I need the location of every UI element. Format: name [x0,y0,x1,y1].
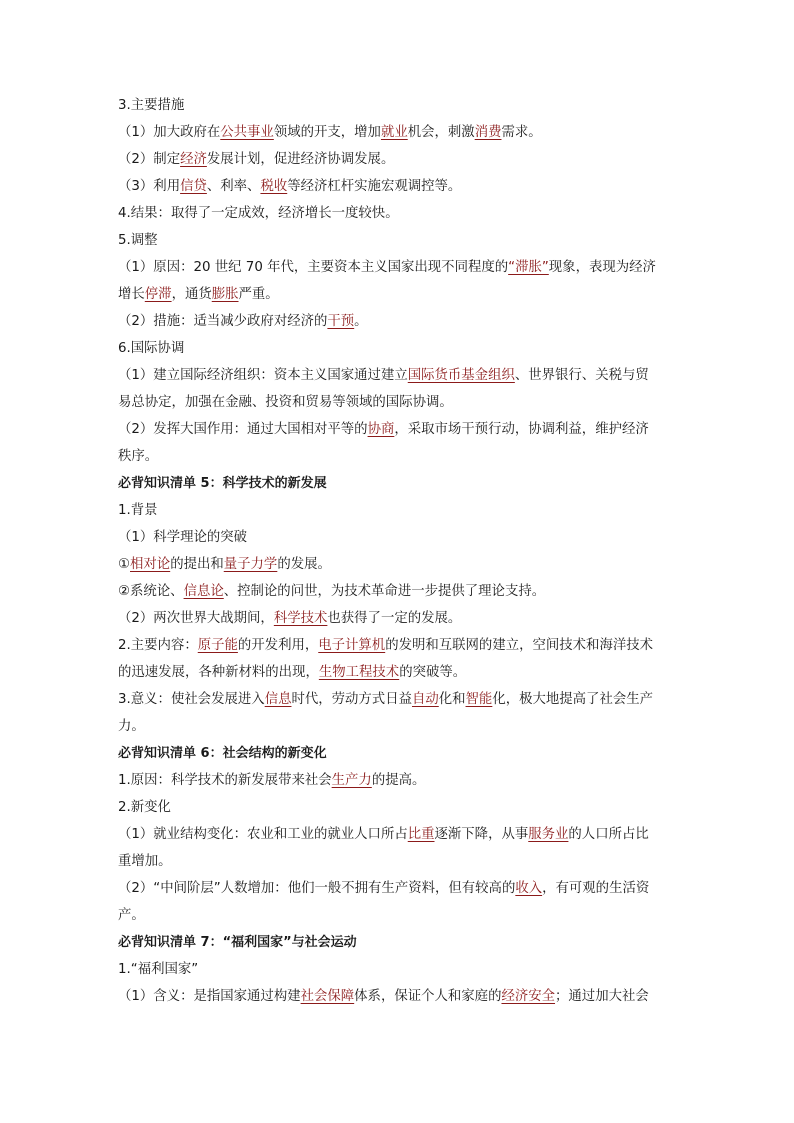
text-segment: 4.结果：取得了一定成效，经济增长一度较快。 [118,206,399,221]
text-segment: 需求。 [501,125,542,140]
text-line [118,389,678,416]
text-segment: （1）建立国际经济组织：资本主义国家通过建立 [118,368,408,383]
text-line [118,281,678,308]
text-line [118,956,678,983]
text-line [118,200,678,227]
text-segment: （2）措施：适当减少政府对经济的 [118,314,328,329]
text-line [118,92,678,119]
keyword-highlight: 信息 [264,692,292,707]
text-line [118,713,678,740]
text-line [118,173,678,200]
text-segment: 1.背景 [118,503,158,518]
text-segment: 领域的开支，增加 [273,125,381,140]
text-segment: 重增加。 [118,854,172,869]
text-segment: 体系，保证个人和家庭的 [354,989,502,1004]
keyword-highlight: 智能 [465,692,493,707]
text-line [118,794,678,821]
text-segment: 必背知识清单 7：“福利国家”与社会运动 [118,935,357,950]
text-segment: 时代，劳动方式日益 [291,692,412,707]
text-line [118,659,678,686]
text-line [118,308,678,335]
text-segment: 。 [354,314,368,329]
keyword-highlight: 国际货币基金组织 [407,368,515,383]
keyword-highlight: 收入 [515,881,543,896]
text-line [118,875,678,902]
text-segment: 必背知识清单 6：社会结构的新变化 [118,746,327,761]
text-segment: 逐渐下降，从事 [434,827,529,842]
text-line [118,254,678,281]
keyword-highlight: 公共事业 [220,125,274,140]
text-segment: （1）就业结构变化：农业和工业的就业人口所占 [118,827,408,842]
keyword-highlight: 消费 [474,125,502,140]
text-line [118,902,678,929]
text-segment: 、世界银行、关税与贸 [514,368,649,383]
keyword-highlight: 信息论 [183,584,224,599]
keyword-highlight: 服务业 [528,827,569,842]
text-line [118,848,678,875]
text-line [118,686,678,713]
keyword-highlight: 就业 [380,125,408,140]
text-segment: 产。 [118,908,145,923]
section-heading [118,740,678,767]
keyword-highlight: 膨胀 [211,287,239,302]
keyword-highlight: 协商 [367,422,395,437]
text-line [118,551,678,578]
text-segment: （1）含义：是指国家通过构建 [118,989,301,1004]
text-line [118,443,678,470]
text-line [118,146,678,173]
keyword-highlight: 社会保障 [300,989,355,1004]
text-segment: 2.主要内容： [118,638,198,653]
text-segment: 也获得了一定的发展。 [327,611,462,626]
keyword-highlight: 科学技术 [273,611,328,626]
keyword-highlight: “滞胀” [508,260,549,275]
text-segment: 易总协定，加强在金融、投资和贸易等领域的国际协调。 [118,395,453,410]
keyword-highlight: 生产力 [331,773,372,788]
text-line [118,497,678,524]
keyword-highlight: 原子能 [197,638,238,653]
text-segment: 2.新变化 [118,800,171,815]
keyword-highlight: 生物工程技术 [318,665,400,680]
text-segment: 发展计划，促进经济协调发展。 [206,152,395,167]
text-line [118,605,678,632]
text-segment: 5.调整 [118,233,158,248]
text-line [118,767,678,794]
text-segment: 严重。 [238,287,279,302]
text-segment: 的人口所占比 [568,827,649,842]
section-heading [118,929,678,956]
text-segment: 化，极大地提高了社会生产 [492,692,654,707]
text-segment: （1）科学理论的突破 [118,530,248,545]
text-segment: 6.国际协调 [118,341,185,356]
text-line [118,227,678,254]
text-segment: ，有可观的生活资 [542,881,650,896]
text-segment: 机会，刺激 [407,125,475,140]
text-segment: 的突破等。 [399,665,467,680]
text-segment: 的提高。 [371,773,426,788]
keyword-highlight: 相对论 [130,557,171,572]
text-segment: 、利率、 [206,179,261,194]
text-line [118,632,678,659]
keyword-highlight: 量子力学 [223,557,278,572]
text-segment: ① [118,557,131,572]
text-segment: 3.主要措施 [118,98,185,113]
text-segment: （1）加大政府在 [118,125,221,140]
section-heading [118,470,678,497]
text-line [118,335,678,362]
keyword-highlight: 电子计算机 [318,638,386,653]
text-segment: 的发明和互联网的建立，空间技术和海洋技术 [385,638,654,653]
keyword-highlight: 经济 [180,152,207,167]
text-segment: （2）两次世界大战期间， [118,611,274,626]
text-segment: （3）利用 [118,179,181,194]
text-segment: ；通过加大社会 [555,989,649,1004]
text-line [118,983,678,1010]
text-segment: 的提出和 [170,557,224,572]
keyword-highlight: 自动 [411,692,439,707]
text-segment: ②系统论、 [118,584,184,599]
text-segment: 1.“福利国家” [118,962,199,977]
text-segment: （2）制定 [118,152,181,167]
keyword-highlight: 税收 [260,179,288,194]
text-line [118,578,678,605]
document-page [118,92,678,1010]
text-segment: 必背知识清单 5：科学技术的新发展 [118,476,327,491]
keyword-highlight: 经济安全 [501,989,556,1004]
text-segment: 的开发利用， [237,638,319,653]
text-segment: 的发展。 [277,557,331,572]
text-segment: 的迅速发展，各种新材料的出现， [118,665,319,680]
text-segment: 秩序。 [118,449,159,464]
text-segment: （2）“中间阶层”人数增加：他们一般不拥有生产资料，但有较高的 [118,881,516,896]
text-line [118,821,678,848]
text-segment: ，通货 [171,287,212,302]
text-line [118,119,678,146]
keyword-highlight: 停滞 [144,287,172,302]
text-segment: 化和 [438,692,466,707]
text-segment: （2）发挥大国作用：通过大国相对平等的 [118,422,368,437]
text-line [118,524,678,551]
text-segment: （1）原因：20 世纪 70 年代，主要资本主义国家出现不同程度的 [118,260,509,275]
text-segment: 3.意义：使社会发展进入 [118,692,265,707]
text-segment: 1.原因：科学技术的新发展带来社会 [118,773,332,788]
text-segment: ，采取市场干预行动，协调利益，维护经济 [394,422,649,437]
text-line [118,416,678,443]
text-segment: 现象，表现为经济 [548,260,656,275]
text-segment: 增长 [118,287,145,302]
text-segment: 等经济杠杆实施宏观调控等。 [287,179,462,194]
text-segment: 力。 [118,719,145,734]
keyword-highlight: 比重 [407,827,435,842]
text-segment: 、控制论的问世，为技术革命进一步提供了理论支持。 [223,584,546,599]
text-line [118,362,678,389]
keyword-highlight: 干预 [327,314,355,329]
keyword-highlight: 信贷 [180,179,207,194]
